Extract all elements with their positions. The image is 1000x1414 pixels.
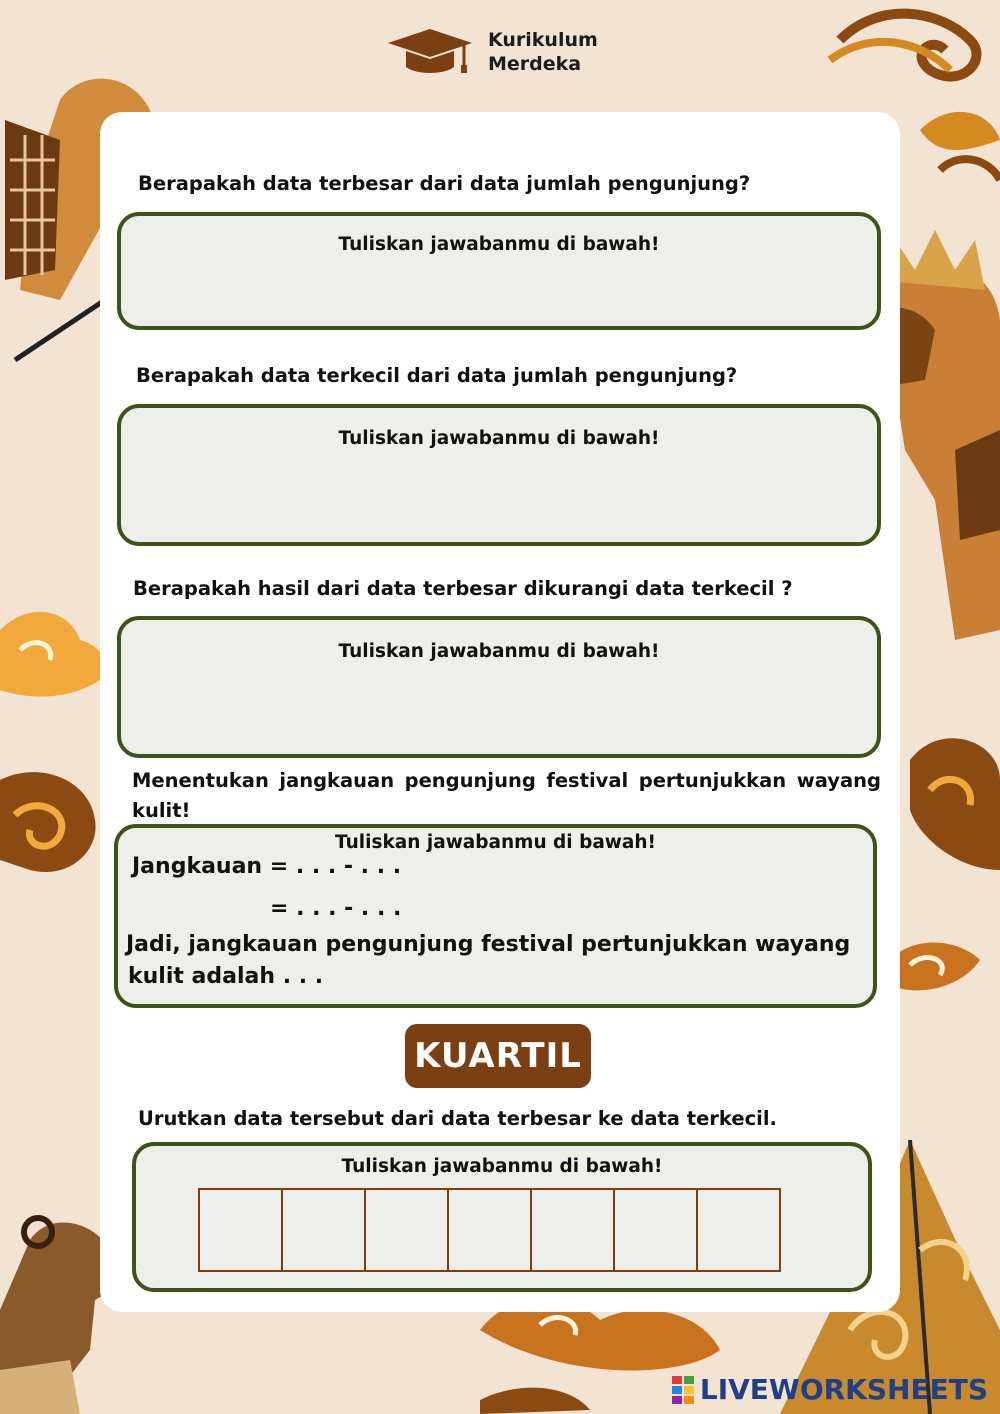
question-2: Berapakah data terkecil dari data jumlah pengunjung?: [136, 364, 738, 387]
answer-cell[interactable]: [449, 1190, 532, 1270]
graduation-cap-icon: [386, 27, 474, 77]
answer-box-3[interactable]: [117, 616, 881, 758]
brand-line-2: Merdeka: [488, 53, 582, 75]
cloud-ornament-left-2: [0, 760, 110, 890]
answer-box-2[interactable]: [117, 404, 881, 546]
brand-line-1: Kurikulum: [488, 29, 598, 51]
range-conclusion-line-1: Jadi, jangkauan pengunjung festival pertunjukkan wayang: [126, 932, 851, 957]
question-3: Berapakah hasil dari data terbesar dikurangi data terkecil ?: [133, 577, 793, 600]
answer-cell[interactable]: [283, 1190, 366, 1270]
answer-prompt-1: Tuliskan jawabanmu di bawah!: [338, 234, 660, 255]
range-formula-line-1: Jangkauan = . . . - . . .: [132, 854, 402, 879]
cloud-ornament-left: [0, 600, 110, 710]
answer-prompt-3: Tuliskan jawabanmu di bawah!: [338, 641, 660, 662]
header-brand: [386, 24, 598, 80]
question-range: Menentukan jangkauan pengunjung festival pertunjukkan wayang kulit!: [132, 769, 881, 822]
answer-cell[interactable]: [532, 1190, 615, 1270]
answer-cell[interactable]: [615, 1190, 698, 1270]
question-1: Berapakah data terbesar dari data jumlah pengunjung?: [138, 172, 751, 195]
watermark-text: LIVEWORKSHEETS: [699, 1373, 988, 1406]
answer-cell[interactable]: [366, 1190, 449, 1270]
range-formula-line-2: = . . . - . . .: [270, 896, 402, 921]
answer-prompt-range: Tuliskan jawabanmu di bawah!: [335, 832, 656, 853]
answer-cell[interactable]: [200, 1190, 283, 1270]
kuartil-title: KUARTIL: [405, 1024, 591, 1088]
answer-box-1[interactable]: [117, 212, 881, 330]
question-sort: Urutkan data tersebut dari data terbesar ke data terkecil.: [138, 1107, 777, 1130]
sort-answer-cells: [198, 1188, 781, 1272]
answer-cell[interactable]: [698, 1190, 779, 1270]
answer-prompt-sort: Tuliskan jawabanmu di bawah!: [341, 1156, 663, 1177]
range-conclusion-line-2: kulit adalah . . .: [128, 964, 324, 989]
brand-text: [488, 28, 598, 76]
liveworksheets-watermark: [672, 1373, 988, 1406]
liveworksheets-logo-icon: [672, 1376, 694, 1404]
answer-prompt-2: Tuliskan jawabanmu di bawah!: [338, 428, 660, 449]
